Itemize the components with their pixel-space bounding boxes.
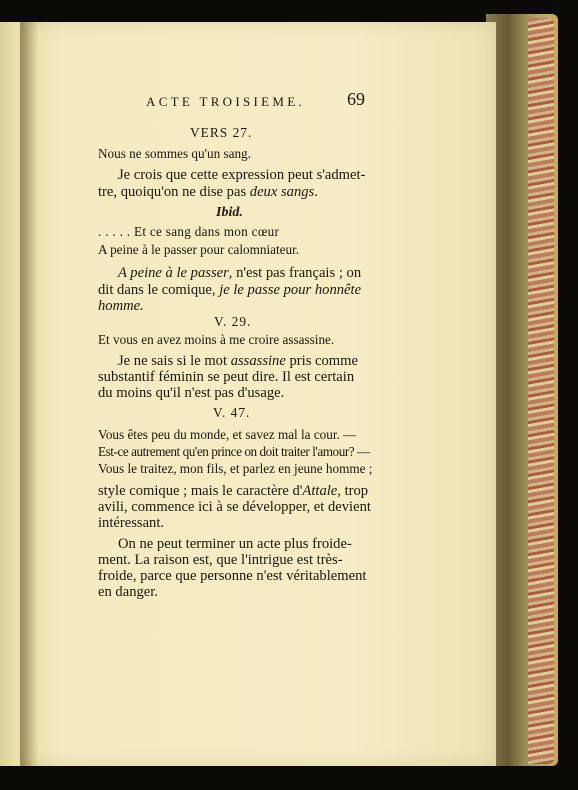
quote-line: Est-ce autrement qu'en prince on doit traiter l'amour? — xyxy=(98,444,370,459)
quote-line: Nous ne sommes qu'un sang. xyxy=(98,146,251,161)
commentary-line: substantif féminin se peut dire. Il est certain xyxy=(98,369,355,385)
page-number: 69 xyxy=(347,89,365,109)
commentary-line: A peine à le passer, n'est pas français ; on xyxy=(118,265,362,281)
commentary-line: du moins qu'il n'est pas d'usage. xyxy=(98,385,285,401)
commentary-line: Je crois que cette expression peut s'admet- xyxy=(118,167,366,183)
quote-line: Vous êtes peu du monde, et savez mal la cour. — xyxy=(98,427,357,442)
section-heading-ibid: Ibid. xyxy=(216,205,243,220)
section-heading-vers-27: VERS 27. xyxy=(190,125,253,140)
section-heading-v-47: V. 47. xyxy=(213,405,251,420)
quote-line: Et vous en avez moins à me croire assassine. xyxy=(98,332,335,347)
binding-gutter xyxy=(20,22,38,766)
commentary-line: intéressant. xyxy=(98,515,165,531)
commentary-line: avili, commence ici à se développer, et devient xyxy=(98,499,371,515)
marbled-edge xyxy=(528,18,554,764)
commentary-line: Je ne sais si le mot assassine pris comme xyxy=(118,353,358,369)
commentary-line: en danger. xyxy=(98,584,158,600)
commentary-line: homme. xyxy=(98,298,144,314)
commentary-line: ment. La raison est, que l'intrigue est très- xyxy=(98,552,343,568)
section-heading-v-29: V. 29. xyxy=(214,314,252,329)
running-header: ACTE TROISIEME. xyxy=(146,94,306,109)
quote-line: . . . . . Et ce sang dans mon cœur xyxy=(98,224,280,239)
quote-line: Vous le traitez, mon fils, et parlez en jeune homme ; xyxy=(98,461,373,476)
commentary-line: tre, quoiqu'on ne dise pas deux sangs. xyxy=(98,184,318,200)
commentary-line: dit dans le comique, je le passe pour honnête xyxy=(98,282,362,298)
commentary-line: froide, parce que personne n'est véritablement xyxy=(98,568,367,584)
quote-line: A peine à le passer pour calomniateur. xyxy=(98,242,300,257)
commentary-line: style comique ; mais le caractère d'Attale, trop xyxy=(98,483,369,499)
commentary-line: On ne peut terminer un acte plus froide- xyxy=(118,536,352,552)
